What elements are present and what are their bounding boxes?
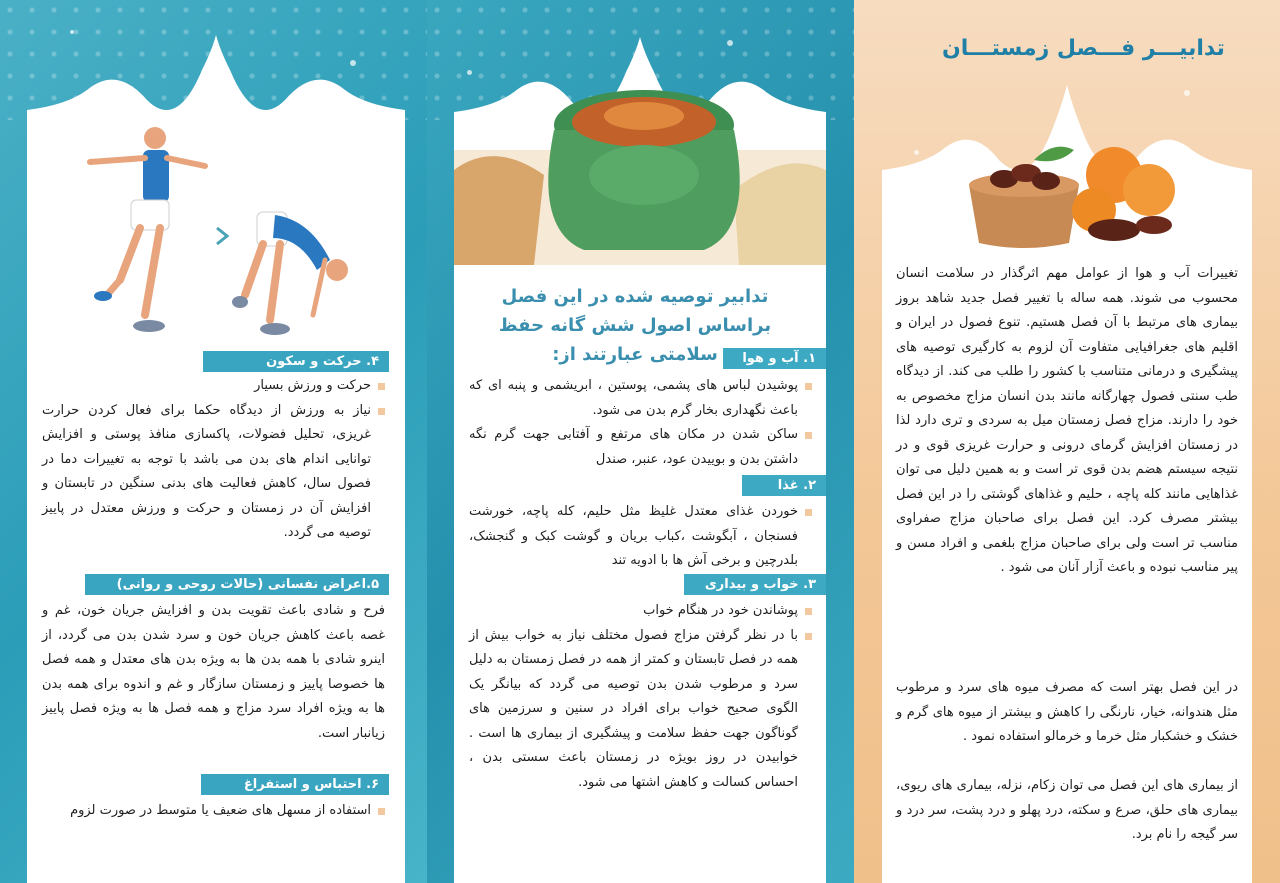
list-item: ساکن شدن در مکان های مرتفع و آفتابی جهت گرم نگه داشتن بدن و بوییدن عود، عنبر، صندل: [469, 423, 812, 472]
list-item: حرکت و ورزش بسیار: [42, 374, 385, 399]
section-heading: ۵.اعراض نفسانی (حالات روحی و روانی): [85, 574, 389, 595]
soup-pot-illustration: [454, 80, 826, 265]
section-heading: ۶. احتباس و استفراغ: [201, 774, 389, 795]
page-title: تدابیـــر فـــصل زمستـــان: [942, 36, 1225, 61]
list-item: خوردن غذای معتدل غلیظ مثل حلیم، کله پاچه، خورشت فسنجان ، آبگوشت ،کباب بریان و گوشت کبک و گنجشک، بلدرچین و برخی آش ها با ادویه تند: [469, 500, 812, 574]
list-item: پوشیدن لباس های پشمی، پوستین ، ابریشمی و پنبه ای که باعث نگهداری بخار گرم بدن می شود.: [469, 374, 812, 423]
dates-persimmon-illustration: [964, 135, 1184, 255]
middle-panel: [427, 0, 854, 883]
middle-text-block-3: [469, 599, 812, 795]
middle-text-block-1: [469, 374, 812, 472]
left-paragraph: فرح و شادی باعث تقویت بدن و افزایش جریان خون، غم و غصه باعث کاهش جریان خون و سرد شدن بدن می گردد، از اینرو شادی با همه بدن ها به ویژه بدن های معتدل و همه فصل ها خصوصا پاییز و زمستان سازگار و غم و اندوه برای همه بدن ها به ویژه افراد سرد مزاج و همه فصل ها به ویژه فصل پاییز زیانبار است.: [42, 603, 385, 741]
page-title: تدابیر توصیه شده در این فصل براساس اصول شش گانه حفظ سلامتی عبارتند از:: [498, 286, 772, 365]
list-item: پوشاندن خود در هنگام خواب: [469, 599, 812, 624]
right-paragraph-2: در این فصل بهتر است که مصرف میوه های سرد و مرطوب مثل هندوانه، خیار، نارنگی را کاهش و بیشتر از میوه های گرم و خشک و خشکبار مثل خرما و خرمالو استفاده نمود .: [896, 680, 1238, 744]
middle-text-block-2: [469, 500, 812, 574]
list-item: استفاده از مسهل های ضعیف یا متوسط در صورت لزوم: [42, 799, 385, 824]
chevron-right-icon: [212, 225, 232, 247]
section-heading: ۲. غذا: [742, 475, 826, 496]
section-heading: ۳. خواب و بیداری: [684, 574, 826, 595]
list-item: با در نظر گرفتن مزاج فصول مختلف نیاز به خواب بیش از همه در فصل تابستان و کمتر از همه در فصل زمستان به دلیل سرد و مرطوب شدن بدن توصیه می گردد که بیانگر یک الگوی صحیح خواب برای افراد در سنین و سرزمین های گوناگون جهت حفظ سلامت و پیشگیری از بیماری ها است . خوابیدن در روز بویژه در زمستان باعث سستی بدن ، احساس کسالت و کاهش اشتها می شود.: [469, 624, 812, 796]
section-heading: ۴. حرکت و سکون: [203, 351, 389, 372]
section-heading: ۱. آب و هوا: [723, 348, 826, 369]
left-panel: [0, 0, 427, 883]
left-text-block-1: [42, 374, 385, 546]
right-panel: [854, 0, 1280, 883]
right-paragraph-3: از بیماری های این فصل می توان زکام، نزله، بیماری های ریوی، بیماری های حلق، صرع و سکته، درد پهلو و درد پشت، سر درد و سر گیجه را نام برد.: [896, 778, 1238, 842]
list-item: نیاز به ورزش از دیدگاه حکما برای فعال کردن حرارت غریزی، تحلیل فضولات، پاکسازی منافذ پوستی و افزایش توانایی اندام های بدن می باشد با توجه به تغییرات دما در فصول سال، کاهش فعالیت های بدنی سنگین در تابستان و افزایش آن در زمستان و حرکت و ورزش معتدل در پاییز توصیه می گردد.: [42, 399, 385, 546]
left-text-block-2: [42, 799, 385, 824]
right-paragraph-1: تغییرات آب و هوا از عوامل مهم اثرگذار در سلامت انسان محسوب می شوند. همه ساله با تغییر فصل جدید شاهد بروز بیماری های مرتبط با آن فصل هستیم. تنوع فصول در ایران و اقلیم های جغرافیایی متفاوت آن لزوم به کارگیری توصیه های پیشگیری و درمانی متناسب با کشور را طلب می کند. از دیدگاه طب سنتی فصول چهارگانه مانند بدن انسان مزاج مخصوص به خود را دارند. مزاج فصل زمستان میل به سردی و تری دارد لذا در زمستان افزایش گرمای درونی و حرارت غریزی قوی و در نتیجه سیستم هضم بدن قوی تر است و به همین دلیل می توان غذاهایی مانند کله پاچه ، حلیم و غذاهای گوشتی را در این فصل بیشتر مصرف کرد. این فصل برای صاحبان مزاج صفراوی مناسب تر است ولی برای صاحبان مزاج بلغمی و افراد مسن و پیر مناسب نبوده و باعث آزار آنان می شود .: [896, 266, 1238, 575]
